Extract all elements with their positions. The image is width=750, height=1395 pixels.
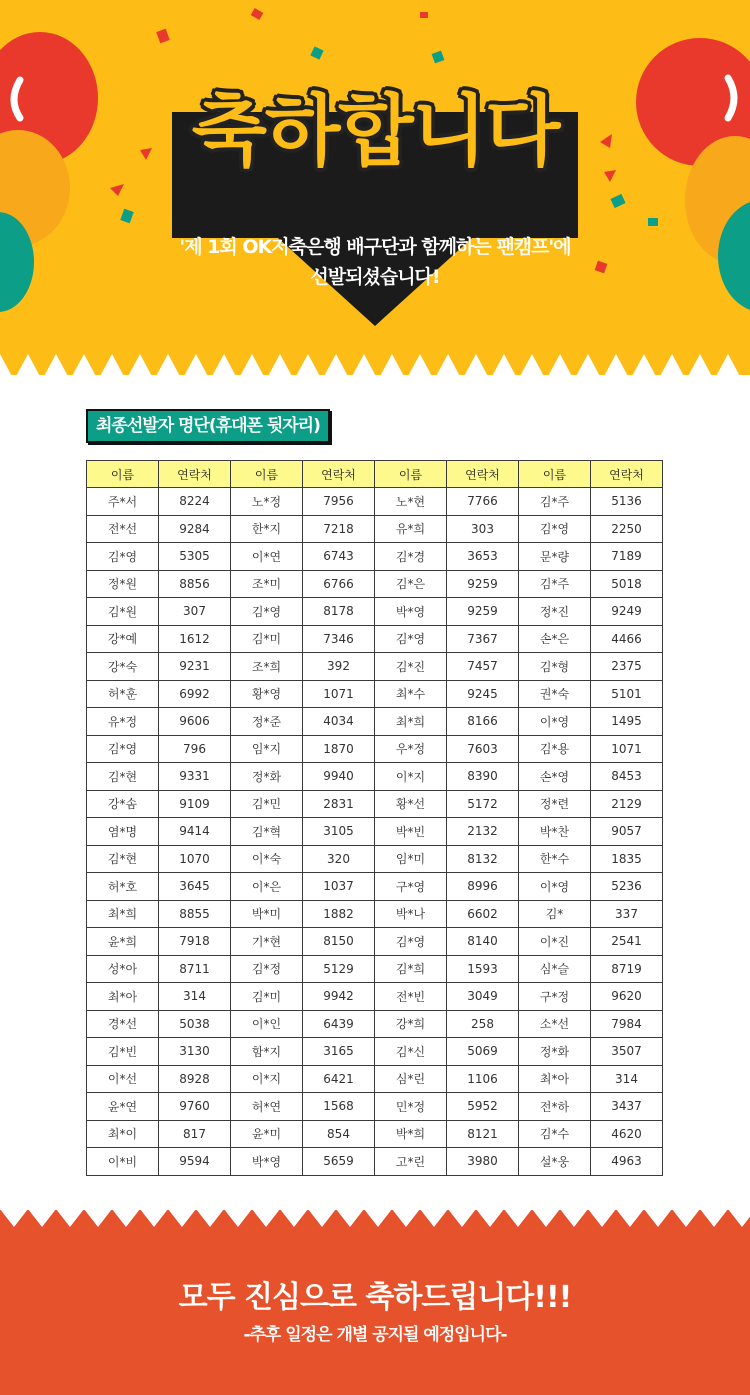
winner-contact-cell: 6743: [303, 543, 375, 571]
winner-name-cell: 김*주: [519, 570, 591, 598]
winner-contact-cell: 7218: [303, 515, 375, 543]
winner-contact-cell: 2831: [303, 790, 375, 818]
winner-name-cell: 심*슬: [519, 955, 591, 983]
winner-name-cell: 이*숙: [231, 845, 303, 873]
winner-contact-cell: 6602: [447, 900, 519, 928]
winner-contact-cell: 1070: [159, 845, 231, 873]
table-row: [87, 735, 663, 763]
winner-name-cell: 유*정: [87, 708, 159, 736]
winner-contact-cell: 4034: [303, 708, 375, 736]
footer-subtitle: -추후 일정은 개별 공지될 예정입니다-: [243, 1325, 507, 1345]
table-row: [87, 570, 663, 598]
winner-name-cell: 윤*연: [87, 1093, 159, 1121]
winner-name-cell: 심*린: [375, 1065, 447, 1093]
banner-zigzag-edge: [0, 340, 750, 375]
winner-name-cell: 김*빈: [87, 1038, 159, 1066]
winner-contact-cell: 1495: [591, 708, 663, 736]
winner-contact-cell: 9331: [159, 763, 231, 791]
winner-name-cell: 노*현: [375, 488, 447, 516]
winner-name-cell: 최*수: [375, 680, 447, 708]
winner-name-cell: 조*희: [231, 653, 303, 681]
winner-name-cell: 김*용: [519, 735, 591, 763]
winner-contact-cell: 5305: [159, 543, 231, 571]
winner-name-cell: 김*영: [87, 735, 159, 763]
winner-contact-cell: 6766: [303, 570, 375, 598]
table-row: [87, 845, 663, 873]
winner-contact-cell: 3437: [591, 1093, 663, 1121]
table-row: [87, 598, 663, 626]
winner-contact-cell: 817: [159, 1120, 231, 1148]
winner-name-cell: 우*정: [375, 735, 447, 763]
winners-table: [86, 460, 663, 1176]
winner-contact-cell: 8121: [447, 1120, 519, 1148]
winner-contact-cell: 1037: [303, 873, 375, 901]
winner-name-cell: 김*영: [375, 928, 447, 956]
winner-contact-cell: 3130: [159, 1038, 231, 1066]
winner-name-cell: 김*현: [87, 763, 159, 791]
winner-name-cell: 김*형: [519, 653, 591, 681]
table-row: [87, 543, 663, 571]
winner-contact-cell: 5172: [447, 790, 519, 818]
winner-name-cell: 황*선: [375, 790, 447, 818]
winner-contact-cell: 314: [159, 983, 231, 1011]
winner-name-cell: 노*정: [231, 488, 303, 516]
winner-name-cell: 강*솜: [87, 790, 159, 818]
column-header-name: 이름: [231, 461, 303, 488]
winner-contact-cell: 8140: [447, 928, 519, 956]
winner-contact-cell: 9245: [447, 680, 519, 708]
winner-name-cell: 한*수: [519, 845, 591, 873]
winner-name-cell: 함*지: [231, 1038, 303, 1066]
winner-name-cell: 김*영: [231, 598, 303, 626]
winner-contact-cell: 8711: [159, 955, 231, 983]
winner-contact-cell: 9057: [591, 818, 663, 846]
winner-name-cell: 김*: [519, 900, 591, 928]
table-row: [87, 680, 663, 708]
winner-contact-cell: 8224: [159, 488, 231, 516]
winner-name-cell: 이*영: [519, 708, 591, 736]
winner-name-cell: 전*빈: [375, 983, 447, 1011]
winner-name-cell: 한*지: [231, 515, 303, 543]
winner-name-cell: 박*빈: [375, 818, 447, 846]
winner-name-cell: 강*숙: [87, 653, 159, 681]
winner-name-cell: 김*주: [519, 488, 591, 516]
winner-name-cell: 정*원: [87, 570, 159, 598]
column-header-contact: 연락처: [447, 461, 519, 488]
table-row: [87, 1038, 663, 1066]
winner-name-cell: 이*지: [231, 1065, 303, 1093]
winner-contact-cell: 7346: [303, 625, 375, 653]
winner-contact-cell: 8719: [591, 955, 663, 983]
table-row: [87, 1120, 663, 1148]
table-body: [87, 488, 663, 1176]
winner-name-cell: 김*민: [231, 790, 303, 818]
winner-name-cell: 김*원: [87, 598, 159, 626]
winner-contact-cell: 1835: [591, 845, 663, 873]
winner-contact-cell: 8996: [447, 873, 519, 901]
winner-name-cell: 최*이: [87, 1120, 159, 1148]
winner-contact-cell: 258: [447, 1010, 519, 1038]
winner-contact-cell: 2132: [447, 818, 519, 846]
winner-contact-cell: 8178: [303, 598, 375, 626]
winner-contact-cell: 3049: [447, 983, 519, 1011]
column-header-contact: 연락처: [159, 461, 231, 488]
winner-contact-cell: 5136: [591, 488, 663, 516]
table-row: [87, 763, 663, 791]
table-row: [87, 625, 663, 653]
winner-name-cell: 박*영: [231, 1148, 303, 1176]
winner-contact-cell: 1071: [591, 735, 663, 763]
winner-contact-cell: 5952: [447, 1093, 519, 1121]
winner-contact-cell: 1870: [303, 735, 375, 763]
winner-name-cell: 정*련: [519, 790, 591, 818]
winner-contact-cell: 9109: [159, 790, 231, 818]
table-header-row: [87, 461, 663, 488]
winner-contact-cell: 5069: [447, 1038, 519, 1066]
list-heading: 최종선발자 명단(휴대폰 뒷자리): [86, 409, 330, 443]
winner-name-cell: 이*진: [519, 928, 591, 956]
winner-contact-cell: 3105: [303, 818, 375, 846]
winner-name-cell: 김*경: [375, 543, 447, 571]
winner-name-cell: 김*수: [519, 1120, 591, 1148]
winner-name-cell: 이*비: [87, 1148, 159, 1176]
winner-contact-cell: 2541: [591, 928, 663, 956]
congratulations-banner: [0, 0, 750, 375]
winner-name-cell: 박*영: [375, 598, 447, 626]
winner-name-cell: 김*미: [231, 983, 303, 1011]
winner-name-cell: 허*연: [231, 1093, 303, 1121]
winner-name-cell: 구*영: [375, 873, 447, 901]
winner-contact-cell: 8855: [159, 900, 231, 928]
winner-name-cell: 강*희: [375, 1010, 447, 1038]
winner-contact-cell: 2129: [591, 790, 663, 818]
banner-subtitle-line2: 선발되셨습니다!: [310, 266, 440, 288]
winner-name-cell: 황*영: [231, 680, 303, 708]
winner-name-cell: 최*아: [519, 1065, 591, 1093]
winner-contact-cell: 9606: [159, 708, 231, 736]
winner-name-cell: 김*희: [375, 955, 447, 983]
winner-contact-cell: 7603: [447, 735, 519, 763]
winner-name-cell: 박*나: [375, 900, 447, 928]
column-header-contact: 연락처: [303, 461, 375, 488]
winner-contact-cell: 7918: [159, 928, 231, 956]
table-row: [87, 515, 663, 543]
winner-contact-cell: 9940: [303, 763, 375, 791]
winner-name-cell: 이*인: [231, 1010, 303, 1038]
winner-contact-cell: 5101: [591, 680, 663, 708]
winner-name-cell: 강*예: [87, 625, 159, 653]
winner-name-cell: 김*현: [87, 845, 159, 873]
winner-name-cell: 이*은: [231, 873, 303, 901]
winner-contact-cell: 3507: [591, 1038, 663, 1066]
winner-name-cell: 김*영: [375, 625, 447, 653]
winner-contact-cell: 7956: [303, 488, 375, 516]
winner-contact-cell: 8856: [159, 570, 231, 598]
balloons-confetti-decoration: [0, 0, 750, 375]
winner-contact-cell: 5659: [303, 1148, 375, 1176]
winner-name-cell: 임*미: [375, 845, 447, 873]
winner-name-cell: 김*영: [519, 515, 591, 543]
winner-contact-cell: 9249: [591, 598, 663, 626]
winner-contact-cell: 8132: [447, 845, 519, 873]
winner-contact-cell: 8928: [159, 1065, 231, 1093]
winner-contact-cell: 9284: [159, 515, 231, 543]
winner-name-cell: 이*영: [519, 873, 591, 901]
table-row: [87, 790, 663, 818]
winner-contact-cell: 3980: [447, 1148, 519, 1176]
table-row: [87, 928, 663, 956]
winner-contact-cell: 6439: [303, 1010, 375, 1038]
winner-contact-cell: 1612: [159, 625, 231, 653]
winner-name-cell: 이*연: [231, 543, 303, 571]
winner-contact-cell: 854: [303, 1120, 375, 1148]
winner-contact-cell: 1106: [447, 1065, 519, 1093]
winner-contact-cell: 7189: [591, 543, 663, 571]
winner-contact-cell: 320: [303, 845, 375, 873]
banner-title: 축하합니다: [191, 87, 559, 177]
winner-contact-cell: 7367: [447, 625, 519, 653]
winner-contact-cell: 4963: [591, 1148, 663, 1176]
winner-name-cell: 권*숙: [519, 680, 591, 708]
winner-contact-cell: 392: [303, 653, 375, 681]
column-header-contact: 연락처: [591, 461, 663, 488]
winner-name-cell: 김*은: [375, 570, 447, 598]
winner-contact-cell: 1071: [303, 680, 375, 708]
winner-contact-cell: 1593: [447, 955, 519, 983]
winner-contact-cell: 2250: [591, 515, 663, 543]
winner-contact-cell: 5129: [303, 955, 375, 983]
winner-name-cell: 이*지: [375, 763, 447, 791]
winner-name-cell: 윤*미: [231, 1120, 303, 1148]
winner-contact-cell: 2375: [591, 653, 663, 681]
winner-name-cell: 문*량: [519, 543, 591, 571]
winner-contact-cell: 4466: [591, 625, 663, 653]
winner-contact-cell: 9942: [303, 983, 375, 1011]
winner-contact-cell: 9259: [447, 570, 519, 598]
winner-name-cell: 민*정: [375, 1093, 447, 1121]
winner-name-cell: 염*명: [87, 818, 159, 846]
winner-contact-cell: 9594: [159, 1148, 231, 1176]
banner-subtitle-line1: '제 1회 OK저축은행 배구단과 함께하는 팬캠프'에: [179, 236, 571, 258]
table-row: [87, 1148, 663, 1176]
winner-contact-cell: 307: [159, 598, 231, 626]
footer-congrats: [0, 1210, 750, 1395]
table-row: [87, 983, 663, 1011]
footer-title: 모두 진심으로 축하드립니다!!!: [178, 1280, 572, 1315]
winner-contact-cell: 9414: [159, 818, 231, 846]
winner-contact-cell: 7984: [591, 1010, 663, 1038]
winner-name-cell: 손*영: [519, 763, 591, 791]
table-row: [87, 708, 663, 736]
winner-contact-cell: 337: [591, 900, 663, 928]
winner-name-cell: 김*진: [375, 653, 447, 681]
column-header-name: 이름: [519, 461, 591, 488]
winner-name-cell: 구*정: [519, 983, 591, 1011]
winner-name-cell: 최*희: [87, 900, 159, 928]
table-row: [87, 653, 663, 681]
winner-name-cell: 주*서: [87, 488, 159, 516]
winner-contact-cell: 8453: [591, 763, 663, 791]
column-header-name: 이름: [87, 461, 159, 488]
winner-contact-cell: 1882: [303, 900, 375, 928]
winner-contact-cell: 9231: [159, 653, 231, 681]
winner-contact-cell: 8390: [447, 763, 519, 791]
winner-name-cell: 최*아: [87, 983, 159, 1011]
footer-zigzag-edge: [0, 1209, 750, 1227]
winner-contact-cell: 6992: [159, 680, 231, 708]
winner-name-cell: 전*하: [519, 1093, 591, 1121]
winner-contact-cell: 8150: [303, 928, 375, 956]
winner-contact-cell: 5038: [159, 1010, 231, 1038]
winner-name-cell: 조*미: [231, 570, 303, 598]
winner-name-cell: 박*미: [231, 900, 303, 928]
winner-name-cell: 김*정: [231, 955, 303, 983]
winner-contact-cell: 3165: [303, 1038, 375, 1066]
winner-name-cell: 최*희: [375, 708, 447, 736]
winner-name-cell: 손*은: [519, 625, 591, 653]
table-row: [87, 488, 663, 516]
winner-name-cell: 김*신: [375, 1038, 447, 1066]
table-row: [87, 1010, 663, 1038]
winner-contact-cell: 9760: [159, 1093, 231, 1121]
winner-contact-cell: 4620: [591, 1120, 663, 1148]
winner-name-cell: 소*선: [519, 1010, 591, 1038]
winners-table-container: [86, 460, 663, 1176]
winner-name-cell: 유*희: [375, 515, 447, 543]
table-row: [87, 1093, 663, 1121]
table-row: [87, 955, 663, 983]
table-row: [87, 818, 663, 846]
banner-subtitle: [150, 232, 600, 292]
winner-name-cell: 정*진: [519, 598, 591, 626]
winner-name-cell: 전*선: [87, 515, 159, 543]
winner-contact-cell: 7457: [447, 653, 519, 681]
winner-name-cell: 설*웅: [519, 1148, 591, 1176]
winner-contact-cell: 5018: [591, 570, 663, 598]
winner-name-cell: 허*호: [87, 873, 159, 901]
winner-contact-cell: 314: [591, 1065, 663, 1093]
table-row: [87, 900, 663, 928]
winner-contact-cell: 3653: [447, 543, 519, 571]
winner-name-cell: 정*화: [231, 763, 303, 791]
winner-contact-cell: 8166: [447, 708, 519, 736]
winner-contact-cell: 7766: [447, 488, 519, 516]
winner-contact-cell: 5236: [591, 873, 663, 901]
winner-name-cell: 임*지: [231, 735, 303, 763]
winner-contact-cell: 9259: [447, 598, 519, 626]
winner-name-cell: 성*아: [87, 955, 159, 983]
table-row: [87, 873, 663, 901]
winner-name-cell: 허*훈: [87, 680, 159, 708]
winner-name-cell: 김*미: [231, 625, 303, 653]
winner-name-cell: 정*화: [519, 1038, 591, 1066]
winner-name-cell: 김*영: [87, 543, 159, 571]
winner-contact-cell: 3645: [159, 873, 231, 901]
table-row: [87, 1065, 663, 1093]
winner-contact-cell: 1568: [303, 1093, 375, 1121]
winner-name-cell: 박*찬: [519, 818, 591, 846]
winner-name-cell: 경*선: [87, 1010, 159, 1038]
winner-contact-cell: 796: [159, 735, 231, 763]
winner-contact-cell: 6421: [303, 1065, 375, 1093]
winner-name-cell: 이*선: [87, 1065, 159, 1093]
winner-name-cell: 윤*희: [87, 928, 159, 956]
winner-name-cell: 김*혁: [231, 818, 303, 846]
winner-contact-cell: 303: [447, 515, 519, 543]
winner-name-cell: 기*현: [231, 928, 303, 956]
winner-name-cell: 박*희: [375, 1120, 447, 1148]
column-header-name: 이름: [375, 461, 447, 488]
winner-name-cell: 고*린: [375, 1148, 447, 1176]
winner-contact-cell: 9620: [591, 983, 663, 1011]
winner-name-cell: 정*준: [231, 708, 303, 736]
